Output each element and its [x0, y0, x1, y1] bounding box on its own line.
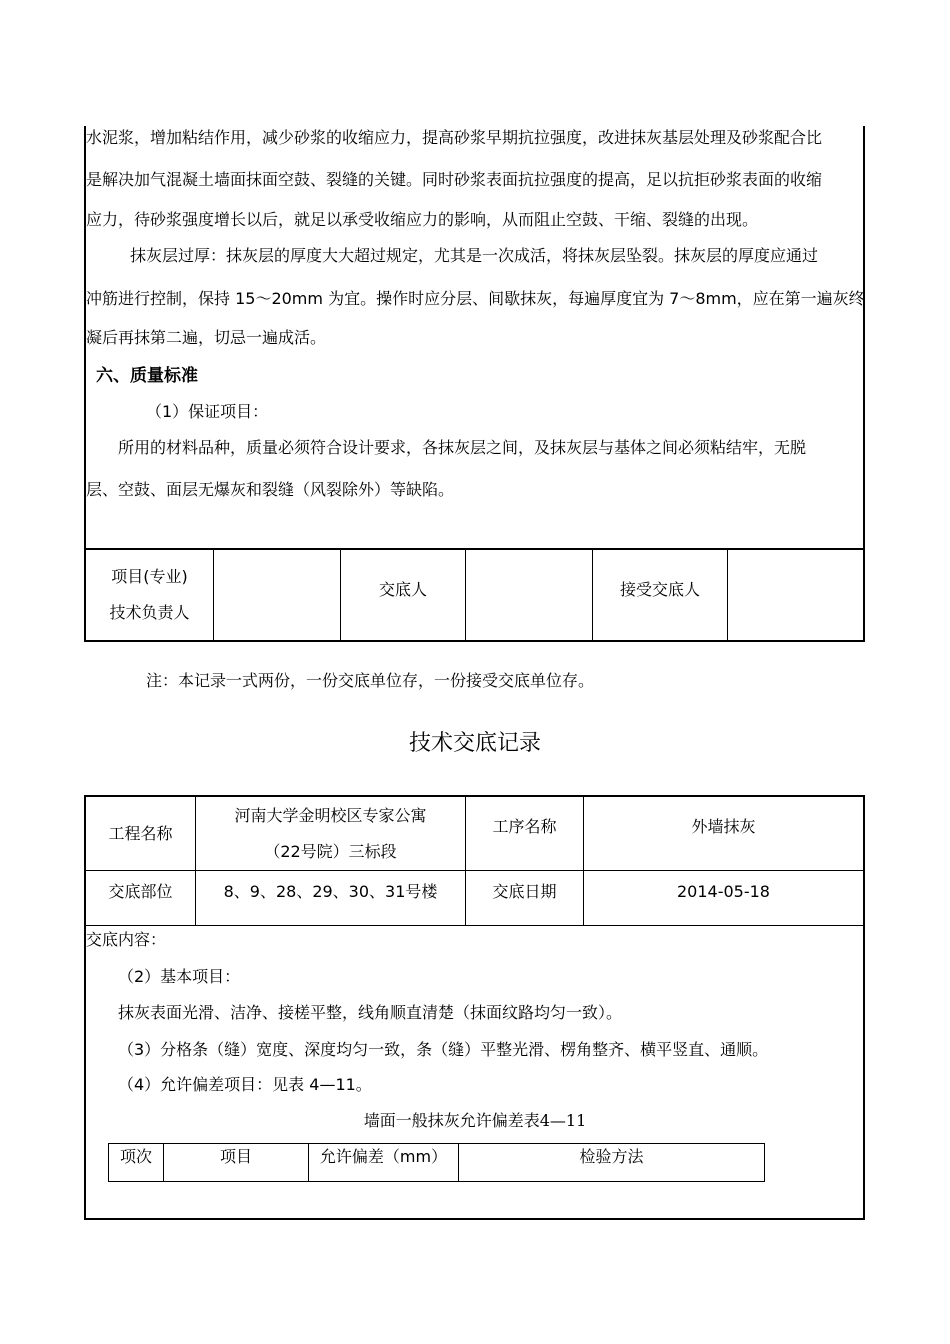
discloser-label-cell — [341, 550, 465, 630]
sub-item-label: （1）保证项目： — [146, 402, 269, 421]
discloser-label: 交底人 — [378, 580, 427, 599]
deviation-table-bottom-border — [108, 1181, 765, 1182]
receiver-label: 接受交底人 — [619, 580, 700, 599]
body-paragraph-line: 抹灰层过厚：抹灰层的厚度大大超过规定，尤其是一次成活，将抹灰层坠裂。抹灰层的厚度应通过 — [130, 246, 819, 265]
project-name-value-line1: 河南大学金明校区专家公寓 — [234, 805, 427, 825]
record-note: 注：本记录一式两份，一份交底单位存，一份接受交底单位存。 — [146, 671, 595, 690]
body-paragraph-line: 水泥浆，增加粘结作用，减少砂浆的收缩应力，提高砂浆早期抗拉强度，改进抹灰基层处理及砂浆配合比 — [86, 128, 823, 147]
signature-row-bottom-border — [84, 640, 865, 642]
date-label-text: 交底日期 — [492, 882, 557, 901]
deviation-header-item: 项目 — [219, 1147, 252, 1166]
location-value — [196, 871, 465, 913]
body-paragraph-line: 凝后再抹第二遍，切忌一遍成活。 — [86, 328, 327, 347]
discloser-signature-cell[interactable] — [466, 550, 592, 640]
info-table-row-divider — [84, 925, 865, 926]
location-value-text: 8、9、28、29、30、31号楼 — [223, 882, 438, 901]
project-name-label-text: 工程名称 — [108, 823, 173, 843]
tech-lead-label-line2: 技术负责人 — [109, 603, 190, 622]
content-label: 交底内容： — [86, 930, 167, 949]
deviation-header-method: 检验方法 — [579, 1147, 644, 1166]
content-item-3: （3）分格条（缝）宽度、深度均匀一致，条（缝）平整光滑、楞角整齐、横平竖直、通顺。 — [118, 1040, 769, 1059]
tech-lead-label-line1: 项目(专业) — [111, 567, 188, 586]
quality-line: 所用的材料品种，质量必须符合设计要求，各抹灰层之间，及抹灰层与基体之间必须粘结牢，无脱 — [118, 438, 807, 457]
date-label — [466, 871, 583, 913]
info-table-bottom-border — [84, 1218, 865, 1220]
project-name-label — [86, 797, 195, 870]
process-name-value — [584, 797, 863, 857]
location-label-text: 交底部位 — [108, 882, 173, 901]
section-heading: 六、质量标准 — [96, 366, 198, 386]
content-item-2-text: 抹灰表面光滑、洁净、接槎平整，线角顺直清楚（抹面纹路均匀一致）。 — [118, 1003, 623, 1022]
quality-line: 层、空鼓、面层无爆灰和裂缝（风裂除外）等缺陷。 — [86, 480, 455, 499]
process-name-label-text: 工序名称 — [492, 817, 557, 836]
top-box-right-border — [863, 126, 865, 642]
body-paragraph-line: 应力，待砂浆强度增长以后，就足以承受收缩应力的影响，从而阻止空鼓、干缩、裂缝的出现。 — [86, 210, 759, 229]
body-paragraph-line: 是解决加气混凝土墙面抹面空鼓、裂缝的关键。同时砂浆表面抗拉强度的提高，足以抗拒砂浆表面的收缩 — [86, 170, 823, 189]
content-item-4: （4）允许偏差项目：见表 4—11。 — [118, 1075, 372, 1094]
document-title: 技术交底记录 — [408, 731, 541, 756]
tech-lead-label-cell — [86, 550, 213, 640]
project-name-value-line2: （22号院）三标段 — [264, 841, 397, 861]
deviation-table-border — [764, 1143, 765, 1182]
info-table-right-border — [863, 795, 865, 1220]
deviation-table-caption — [0, 1111, 950, 1131]
date-value-text: 2014-05-18 — [677, 882, 770, 901]
deviation-table-top-border — [108, 1143, 765, 1144]
date-value — [584, 871, 863, 913]
location-label — [86, 871, 195, 913]
content-item-2: （2）基本项目： — [118, 967, 241, 986]
deviation-table-caption-text: 墙面一般抹灰允许偏差表 — [363, 1111, 540, 1130]
receiver-label-cell — [593, 550, 727, 630]
project-name-value — [196, 797, 465, 870]
deviation-table-caption-number: 4—11 — [539, 1111, 587, 1130]
deviation-header-tolerance: 允许偏差（mm） — [319, 1147, 448, 1166]
process-name-value-text: 外墙抹灰 — [691, 817, 756, 836]
deviation-header-index: 项次 — [119, 1147, 152, 1166]
body-paragraph-line: 冲筋进行控制，保持 15～20mm 为宜。操作时应分层、间歇抹灰，每遍厚度宜为 7～8mm，应在第一遍灰终 — [86, 289, 865, 308]
receiver-signature-cell[interactable] — [728, 550, 863, 640]
process-name-label — [466, 797, 583, 857]
tech-lead-signature-cell[interactable] — [214, 550, 340, 640]
